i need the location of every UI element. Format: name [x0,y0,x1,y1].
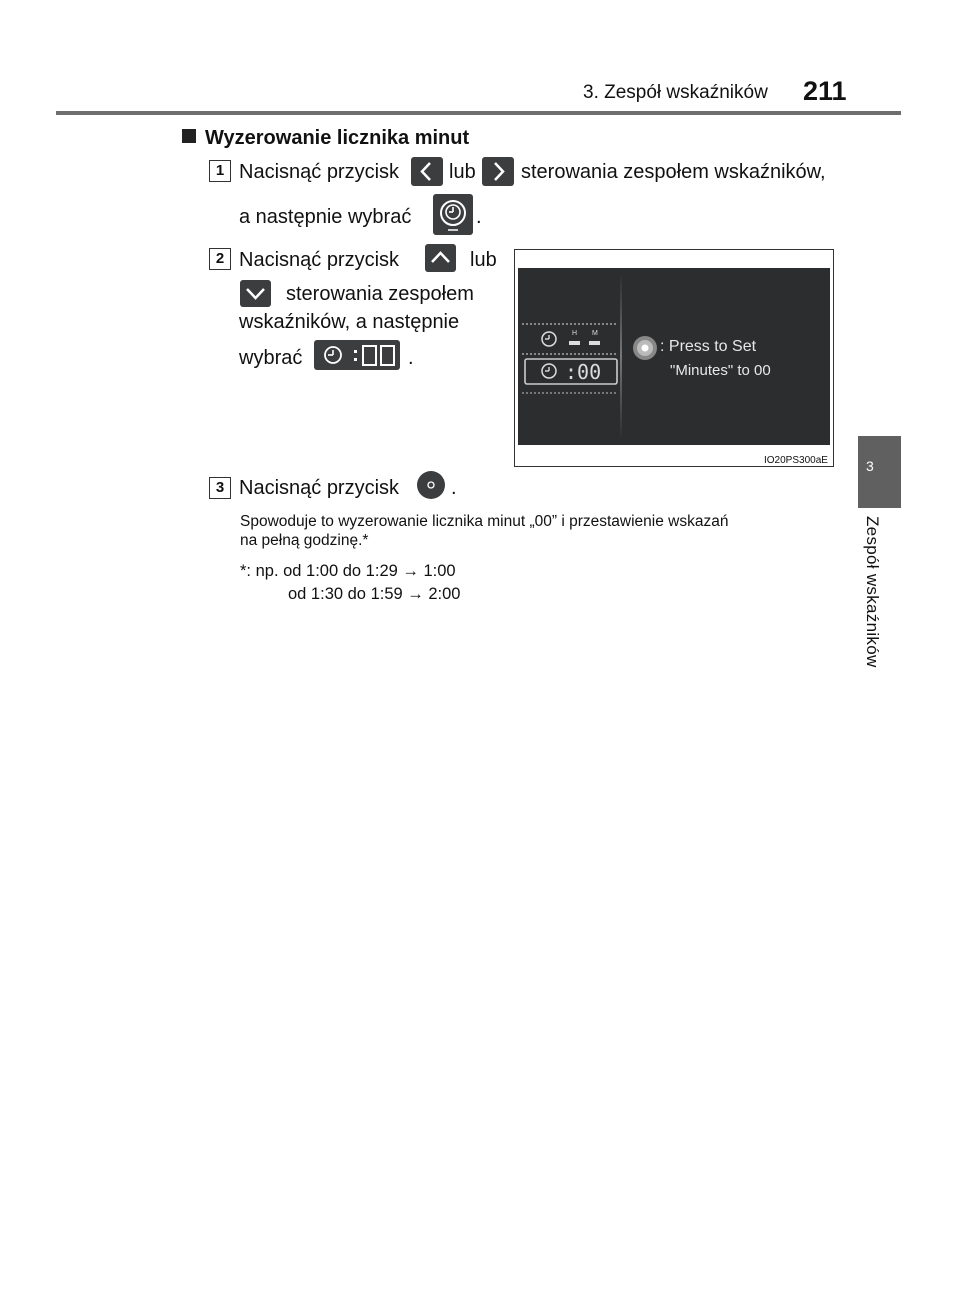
clock-minutes-reset-icon [314,340,400,370]
section-heading [182,127,469,150]
hour-label: H [572,330,578,337]
clock-digits: :00 [565,360,602,384]
image-code: IO20PS300aE [764,455,828,466]
step1-text-c: a następnie wybrać [239,206,412,228]
hour-dash [569,341,580,345]
chevron-right-icon [482,157,514,186]
header-section-title: 3. Zespół wskaźników [583,82,768,103]
multi-information-display [518,268,830,445]
step-number-2: 2 [209,248,231,270]
chapter-tab [858,436,901,508]
step2-text-a: Nacisnąć przycisk [239,249,400,271]
chevron-left-icon [411,157,443,186]
step1-text-or: lub [449,161,476,183]
chevron-up-icon [425,244,456,272]
prompt-line-2: "Minutes" to 00 [670,362,771,379]
minute-label: M [592,330,598,337]
chapter-tab-label: Zespół wskaźników [863,516,882,668]
step1-text-b: sterowania zespołem wskaźników, [521,161,826,183]
page-number: 211 [803,76,847,106]
step1-text-end: . [476,206,482,228]
step-number-3: 3 [209,477,231,499]
minute-dash [589,341,600,345]
display-separator [620,273,622,440]
step2-text-end: . [408,347,414,369]
section-heading-text: Wyzerowanie licznika minut [205,127,470,149]
step2-text-c: wskaźników, a następnie [239,311,460,333]
step2-text-b: sterowania zespołem [286,283,474,305]
note-line-2: na pełną godzinę.* [240,532,369,549]
chevron-down-icon [240,280,271,307]
footnote-line-1: *: np. od 1:00 do 1:29 → 1:00 [240,562,456,580]
step2-text-d: wybrać [239,347,303,369]
step1-text-a: Nacisnąć przycisk [239,161,400,183]
clock-settings-icon [433,194,473,235]
note-line-1: Spowoduje to wyzerowanie licznika minut „00” i przestawienie wskazań [240,513,729,530]
footnote-line-2: od 1:30 do 1:59 → 2:00 [288,585,461,603]
step-number-1: 1 [209,160,231,182]
step3-text-end: . [451,477,457,499]
step2-text-or: lub [470,249,497,271]
chapter-tab-number: 3 [866,458,874,474]
header-divider [56,111,901,115]
ok-button-icon [417,471,445,499]
prompt-line-1: : Press to Set [660,338,757,355]
step3-text-a: Nacisnąć przycisk [239,477,400,499]
display-graphics [518,268,830,445]
heading-bullet-icon [182,129,196,143]
